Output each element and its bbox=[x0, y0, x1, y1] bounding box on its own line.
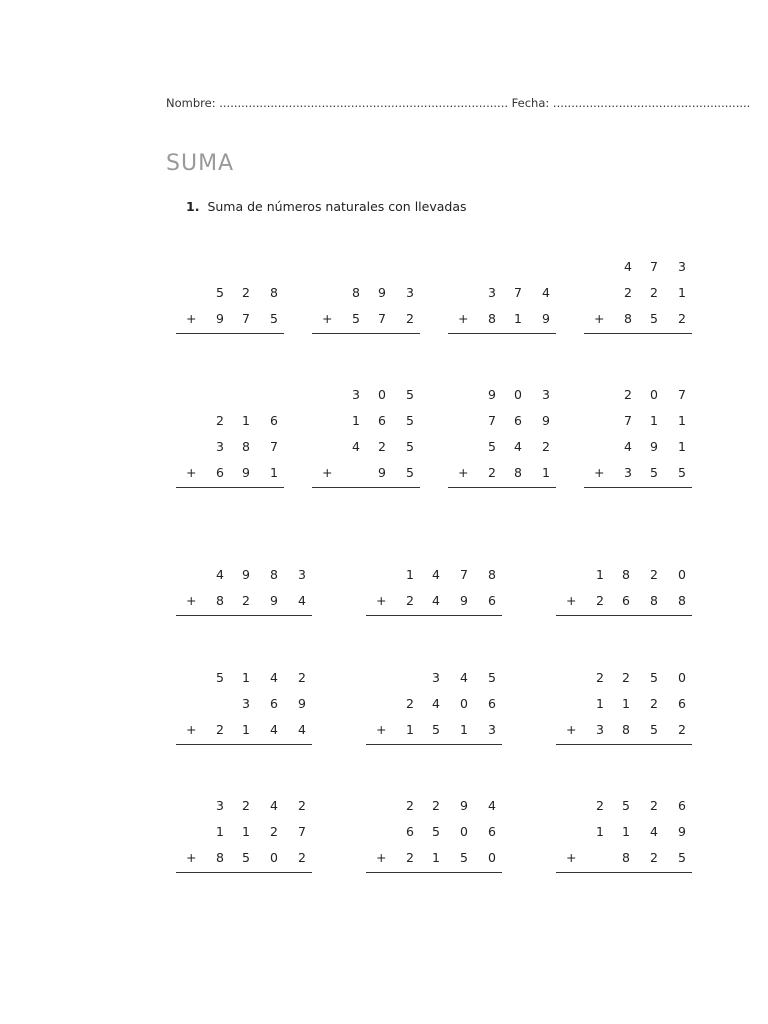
operand-row bbox=[366, 824, 502, 850]
operand-row bbox=[176, 285, 284, 311]
operand-row bbox=[312, 285, 420, 311]
digit: 5 bbox=[678, 465, 686, 480]
digit: 4 bbox=[270, 798, 278, 813]
sum-line bbox=[312, 333, 420, 334]
digit: 9 bbox=[678, 824, 686, 839]
digit: 2 bbox=[378, 439, 386, 454]
digit: 2 bbox=[298, 798, 306, 813]
digit: 5 bbox=[622, 798, 630, 813]
digit: 1 bbox=[622, 824, 630, 839]
digit: 1 bbox=[678, 439, 686, 454]
digit: 2 bbox=[650, 798, 658, 813]
digit: 5 bbox=[460, 850, 468, 865]
digit: 9 bbox=[460, 593, 468, 608]
digit: 2 bbox=[298, 670, 306, 685]
digit: 2 bbox=[406, 593, 414, 608]
digit: 2 bbox=[542, 439, 550, 454]
digit: 3 bbox=[488, 722, 496, 737]
sum-line bbox=[584, 487, 692, 488]
plus-sign: + bbox=[458, 311, 469, 326]
digit: 1 bbox=[678, 413, 686, 428]
addition-problem bbox=[176, 798, 312, 882]
digit: 8 bbox=[678, 593, 686, 608]
digit: 4 bbox=[432, 696, 440, 711]
digit: 8 bbox=[270, 567, 278, 582]
exercise-label: Suma de números naturales con llevadas bbox=[207, 199, 467, 214]
digit: 7 bbox=[242, 311, 250, 326]
digit: 0 bbox=[460, 696, 468, 711]
digit: 0 bbox=[378, 387, 386, 402]
digit: 5 bbox=[432, 722, 440, 737]
digit: 1 bbox=[242, 413, 250, 428]
addition-problem bbox=[312, 387, 420, 497]
digit: 8 bbox=[624, 311, 632, 326]
digit: 1 bbox=[432, 850, 440, 865]
operand-row bbox=[366, 798, 502, 824]
digit: 2 bbox=[488, 465, 496, 480]
digit: 5 bbox=[406, 439, 414, 454]
addition-problem bbox=[556, 670, 692, 754]
digit: 1 bbox=[242, 824, 250, 839]
digit: 1 bbox=[596, 696, 604, 711]
digit: 2 bbox=[270, 824, 278, 839]
digit: 8 bbox=[622, 567, 630, 582]
digit: 2 bbox=[216, 722, 224, 737]
digit: 9 bbox=[298, 696, 306, 711]
sum-line bbox=[448, 333, 556, 334]
digit: 1 bbox=[514, 311, 522, 326]
operand-row bbox=[366, 696, 502, 722]
operand-row bbox=[448, 439, 556, 465]
plus-sign: + bbox=[376, 593, 387, 608]
plus-sign: + bbox=[186, 850, 197, 865]
operand-row bbox=[312, 387, 420, 413]
digit: 7 bbox=[298, 824, 306, 839]
digit: 0 bbox=[460, 824, 468, 839]
digit: 2 bbox=[622, 670, 630, 685]
digit: 5 bbox=[488, 670, 496, 685]
digit: 5 bbox=[650, 722, 658, 737]
digit: 0 bbox=[514, 387, 522, 402]
digit: 6 bbox=[488, 593, 496, 608]
digit: 2 bbox=[678, 722, 686, 737]
digit: 1 bbox=[406, 722, 414, 737]
plus-sign: + bbox=[458, 465, 469, 480]
sum-line bbox=[176, 333, 284, 334]
addition-problem bbox=[556, 798, 692, 882]
digit: 5 bbox=[270, 311, 278, 326]
digit: 1 bbox=[460, 722, 468, 737]
digit: 5 bbox=[650, 311, 658, 326]
digit: 2 bbox=[596, 670, 604, 685]
digit: 6 bbox=[270, 413, 278, 428]
plus-sign: + bbox=[186, 722, 197, 737]
operand-row bbox=[176, 439, 284, 465]
operand-row bbox=[556, 567, 692, 593]
digit: 2 bbox=[242, 593, 250, 608]
digit: 8 bbox=[242, 439, 250, 454]
digit: 3 bbox=[242, 696, 250, 711]
digit: 3 bbox=[488, 285, 496, 300]
operand-row bbox=[584, 387, 692, 413]
digit: 3 bbox=[596, 722, 604, 737]
digit: 3 bbox=[406, 285, 414, 300]
digit: 8 bbox=[216, 850, 224, 865]
digit: 9 bbox=[242, 567, 250, 582]
operand-row bbox=[312, 413, 420, 439]
addition-problem bbox=[366, 798, 502, 882]
digit: 4 bbox=[488, 798, 496, 813]
digit: 9 bbox=[378, 285, 386, 300]
digit: 9 bbox=[650, 439, 658, 454]
digit: 2 bbox=[406, 696, 414, 711]
digit: 8 bbox=[514, 465, 522, 480]
digit: 8 bbox=[352, 285, 360, 300]
operand-row bbox=[584, 259, 692, 285]
digit: 1 bbox=[678, 285, 686, 300]
digit: 7 bbox=[460, 567, 468, 582]
addition-problem bbox=[366, 670, 502, 754]
sum-line bbox=[176, 872, 312, 873]
digit: 1 bbox=[596, 567, 604, 582]
digit: 8 bbox=[650, 593, 658, 608]
digit: 1 bbox=[596, 824, 604, 839]
digit: 2 bbox=[624, 387, 632, 402]
addition-problem bbox=[448, 285, 556, 343]
operand-row bbox=[584, 413, 692, 439]
plus-sign: + bbox=[376, 850, 387, 865]
digit: 2 bbox=[432, 798, 440, 813]
plus-sign: + bbox=[322, 465, 333, 480]
digit: 3 bbox=[432, 670, 440, 685]
plus-sign: + bbox=[376, 722, 387, 737]
digit: 5 bbox=[488, 439, 496, 454]
digit: 4 bbox=[432, 567, 440, 582]
addition-problem bbox=[312, 285, 420, 343]
digit: 4 bbox=[650, 824, 658, 839]
plus-sign: + bbox=[186, 593, 197, 608]
exercise-number: 1. bbox=[186, 199, 200, 214]
digit: 1 bbox=[270, 465, 278, 480]
exercise-heading bbox=[186, 199, 467, 214]
digit: 0 bbox=[488, 850, 496, 865]
sum-line bbox=[176, 615, 312, 616]
digit: 3 bbox=[542, 387, 550, 402]
digit: 3 bbox=[624, 465, 632, 480]
operand-row bbox=[176, 567, 312, 593]
sum-line bbox=[176, 487, 284, 488]
digit: 4 bbox=[542, 285, 550, 300]
digit: 2 bbox=[406, 798, 414, 813]
digit: 5 bbox=[650, 465, 658, 480]
sum-line bbox=[556, 744, 692, 745]
digit: 2 bbox=[650, 696, 658, 711]
digit: 4 bbox=[298, 593, 306, 608]
sum-line bbox=[176, 744, 312, 745]
plus-sign: + bbox=[566, 722, 577, 737]
digit: 4 bbox=[460, 670, 468, 685]
addition-problem bbox=[176, 670, 312, 754]
sum-line bbox=[448, 487, 556, 488]
digit: 8 bbox=[270, 285, 278, 300]
digit: 8 bbox=[622, 722, 630, 737]
digit: 4 bbox=[624, 439, 632, 454]
digit: 9 bbox=[378, 465, 386, 480]
digit: 1 bbox=[406, 567, 414, 582]
addition-problem bbox=[556, 567, 692, 625]
digit: 7 bbox=[270, 439, 278, 454]
digit: 5 bbox=[352, 311, 360, 326]
digit: 9 bbox=[216, 311, 224, 326]
digit: 2 bbox=[242, 798, 250, 813]
addition-problem bbox=[176, 567, 312, 625]
section-title: SUMA bbox=[166, 151, 235, 176]
digit: 9 bbox=[488, 387, 496, 402]
operand-row bbox=[176, 696, 312, 722]
plus-sign: + bbox=[186, 465, 197, 480]
sum-line bbox=[312, 487, 420, 488]
digit: 2 bbox=[596, 798, 604, 813]
digit: 5 bbox=[406, 413, 414, 428]
operand-row bbox=[366, 670, 502, 696]
operand-row bbox=[556, 696, 692, 722]
operand-row bbox=[312, 439, 420, 465]
addition-problem bbox=[584, 259, 692, 343]
plus-sign: + bbox=[594, 465, 605, 480]
addition-problem bbox=[176, 413, 284, 497]
digit: 4 bbox=[432, 593, 440, 608]
digit: 3 bbox=[216, 798, 224, 813]
addition-problem bbox=[176, 285, 284, 343]
operand-row bbox=[366, 567, 502, 593]
digit: 1 bbox=[216, 824, 224, 839]
operand-row bbox=[584, 285, 692, 311]
digit: 7 bbox=[488, 413, 496, 428]
digit: 4 bbox=[514, 439, 522, 454]
operand-row bbox=[584, 439, 692, 465]
digit: 4 bbox=[352, 439, 360, 454]
digit: 6 bbox=[622, 593, 630, 608]
digit: 2 bbox=[406, 311, 414, 326]
plus-sign: + bbox=[186, 311, 197, 326]
digit: 2 bbox=[298, 850, 306, 865]
digit: 5 bbox=[678, 850, 686, 865]
sum-line bbox=[556, 872, 692, 873]
digit: 3 bbox=[298, 567, 306, 582]
operand-row bbox=[448, 387, 556, 413]
digit: 6 bbox=[678, 798, 686, 813]
digit: 5 bbox=[650, 670, 658, 685]
digit: 6 bbox=[270, 696, 278, 711]
digit: 8 bbox=[488, 567, 496, 582]
plus-sign: + bbox=[594, 311, 605, 326]
plus-sign: + bbox=[322, 311, 333, 326]
digit: 2 bbox=[406, 850, 414, 865]
operand-row bbox=[176, 413, 284, 439]
sum-line bbox=[366, 615, 502, 616]
sum-line bbox=[556, 615, 692, 616]
digit: 6 bbox=[216, 465, 224, 480]
operand-row bbox=[556, 824, 692, 850]
digit: 6 bbox=[678, 696, 686, 711]
digit: 4 bbox=[624, 259, 632, 274]
digit: 0 bbox=[678, 670, 686, 685]
digit: 9 bbox=[242, 465, 250, 480]
operand-row bbox=[176, 798, 312, 824]
operand-row bbox=[556, 670, 692, 696]
digit: 6 bbox=[406, 824, 414, 839]
operand-row bbox=[556, 798, 692, 824]
digit: 8 bbox=[216, 593, 224, 608]
digit: 3 bbox=[678, 259, 686, 274]
addition-problem bbox=[584, 387, 692, 497]
digit: 2 bbox=[242, 285, 250, 300]
operand-row bbox=[448, 285, 556, 311]
digit: 4 bbox=[298, 722, 306, 737]
digit: 3 bbox=[352, 387, 360, 402]
operand-row bbox=[176, 670, 312, 696]
digit: 2 bbox=[650, 567, 658, 582]
sum-line bbox=[366, 872, 502, 873]
digit: 5 bbox=[406, 465, 414, 480]
operand-row bbox=[448, 413, 556, 439]
digit: 6 bbox=[514, 413, 522, 428]
digit: 0 bbox=[270, 850, 278, 865]
digit: 7 bbox=[678, 387, 686, 402]
digit: 5 bbox=[216, 285, 224, 300]
digit: 5 bbox=[432, 824, 440, 839]
digit: 6 bbox=[488, 696, 496, 711]
digit: 9 bbox=[270, 593, 278, 608]
digit: 5 bbox=[216, 670, 224, 685]
digit: 4 bbox=[216, 567, 224, 582]
digit: 0 bbox=[678, 567, 686, 582]
digit: 0 bbox=[650, 387, 658, 402]
digit: 1 bbox=[242, 670, 250, 685]
digit: 5 bbox=[242, 850, 250, 865]
digit: 7 bbox=[514, 285, 522, 300]
digit: 9 bbox=[542, 311, 550, 326]
digit: 1 bbox=[650, 413, 658, 428]
digit: 2 bbox=[650, 850, 658, 865]
digit: 2 bbox=[624, 285, 632, 300]
digit: 8 bbox=[488, 311, 496, 326]
sum-line bbox=[584, 333, 692, 334]
digit: 2 bbox=[678, 311, 686, 326]
digit: 1 bbox=[352, 413, 360, 428]
plus-sign: + bbox=[566, 850, 577, 865]
addition-problem bbox=[366, 567, 502, 625]
digit: 1 bbox=[622, 696, 630, 711]
digit: 3 bbox=[216, 439, 224, 454]
digit: 6 bbox=[378, 413, 386, 428]
digit: 2 bbox=[596, 593, 604, 608]
digit: 2 bbox=[216, 413, 224, 428]
digit: 1 bbox=[542, 465, 550, 480]
digit: 8 bbox=[622, 850, 630, 865]
operand-row bbox=[176, 824, 312, 850]
digit: 7 bbox=[650, 259, 658, 274]
digit: 9 bbox=[460, 798, 468, 813]
addition-problem bbox=[448, 387, 556, 497]
name-date-line: Nombre: ............................................................................... Fecha: ...................................................... bbox=[166, 96, 751, 110]
sum-line bbox=[366, 744, 502, 745]
digit: 9 bbox=[542, 413, 550, 428]
digit: 4 bbox=[270, 670, 278, 685]
digit: 5 bbox=[406, 387, 414, 402]
digit: 2 bbox=[650, 285, 658, 300]
digit: 1 bbox=[242, 722, 250, 737]
digit: 7 bbox=[624, 413, 632, 428]
digit: 4 bbox=[270, 722, 278, 737]
plus-sign: + bbox=[566, 593, 577, 608]
digit: 7 bbox=[378, 311, 386, 326]
digit: 6 bbox=[488, 824, 496, 839]
